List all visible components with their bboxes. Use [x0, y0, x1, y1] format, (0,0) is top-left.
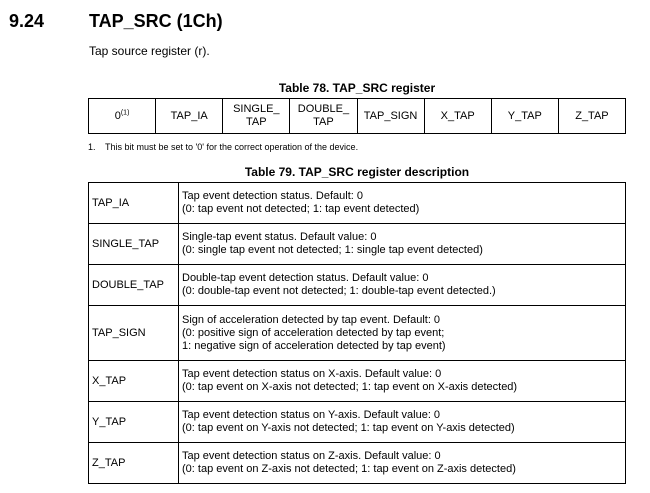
description-line: Tap event detection status on Z-axis. Default value: 0 [182, 450, 441, 462]
description-line: (0: positive sign of acceleration detected by tap event; [182, 326, 445, 339]
table-row [89, 224, 626, 265]
register-bits-row [89, 99, 626, 134]
field-name: DOUBLE_TAP [89, 265, 179, 306]
table-row [89, 402, 626, 443]
register-bit-2: X_TAP [424, 99, 491, 134]
register-bit-label: 0 [114, 109, 121, 122]
description-line: Single-tap event status. Default value: 0 [182, 231, 377, 243]
register-table-footnote [88, 142, 358, 152]
register-bit-0: Z_TAP [558, 99, 625, 134]
field-name: TAP_SIGN [89, 306, 179, 361]
footnote-marker: (1) [120, 108, 130, 116]
table-row [89, 361, 626, 402]
field-description [179, 265, 626, 306]
register-bit-6: TAP_IA [156, 99, 223, 134]
field-description [179, 361, 626, 402]
register-bit-5: SINGLE_ TAP [223, 99, 290, 134]
description-line: Tap event detection status on X-axis. Default value: 0 [182, 368, 442, 380]
field-name: TAP_IA [89, 183, 179, 224]
table-row [89, 183, 626, 224]
field-name: SINGLE_TAP [89, 224, 179, 265]
section-title: TAP_SRC (1Ch) [89, 11, 223, 31]
register-table-caption: Table 78. TAP_SRC register [278, 81, 436, 95]
register-bit-4: DOUBLE_ TAP [290, 99, 357, 134]
description-line: (0: tap event not detected; 1: tap event detected) [182, 203, 420, 215]
description-table-caption: Table 79. TAP_SRC register description [244, 165, 470, 179]
description-line: (0: tap event on Z-axis not detected; 1: tap event on Z-axis detected) [182, 463, 516, 475]
field-name: Z_TAP [89, 443, 179, 484]
description-line: (0: tap event on Y-axis not detected; 1: tap event on Y-axis detected) [182, 422, 515, 434]
field-description [179, 443, 626, 484]
field-name: Y_TAP [89, 402, 179, 443]
description-line: Tap event detection status. Default: 0 [182, 190, 364, 202]
table-row [89, 265, 626, 306]
description-line: Sign of acceleration detected by tap event. Default: 0 [182, 313, 441, 326]
field-description [179, 224, 626, 265]
field-description [179, 306, 626, 361]
description-line: (0: double-tap event not detected; 1: double-tap event detected.) [182, 285, 496, 297]
description-table [88, 182, 626, 484]
section-number: 9.24 [9, 11, 45, 31]
section-description: Tap source register (r). [89, 44, 210, 58]
description-line: Double-tap event detection status. Default value: 0 [182, 272, 429, 284]
register-bit-1: Y_TAP [491, 99, 558, 134]
register-bit-3: TAP_SIGN [357, 99, 424, 134]
description-line: Tap event detection status on Y-axis. Default value: 0 [182, 409, 441, 421]
table-row [89, 306, 626, 361]
description-line: 1: negative sign of acceleration detected by tap event) [182, 339, 446, 352]
description-line: (0: single tap event not detected; 1: single tap event detected) [182, 244, 483, 256]
footnote-number: 1. [88, 142, 96, 152]
field-description [179, 183, 626, 224]
table-row [89, 443, 626, 484]
field-description [179, 402, 626, 443]
register-bit-7 [89, 99, 156, 134]
field-name: X_TAP [89, 361, 179, 402]
description-line: (0: tap event on X-axis not detected; 1: tap event on X-axis detected) [182, 381, 518, 393]
register-table [88, 98, 626, 134]
footnote-text: This bit must be set to '0' for the correct operation of the device. [105, 142, 359, 152]
